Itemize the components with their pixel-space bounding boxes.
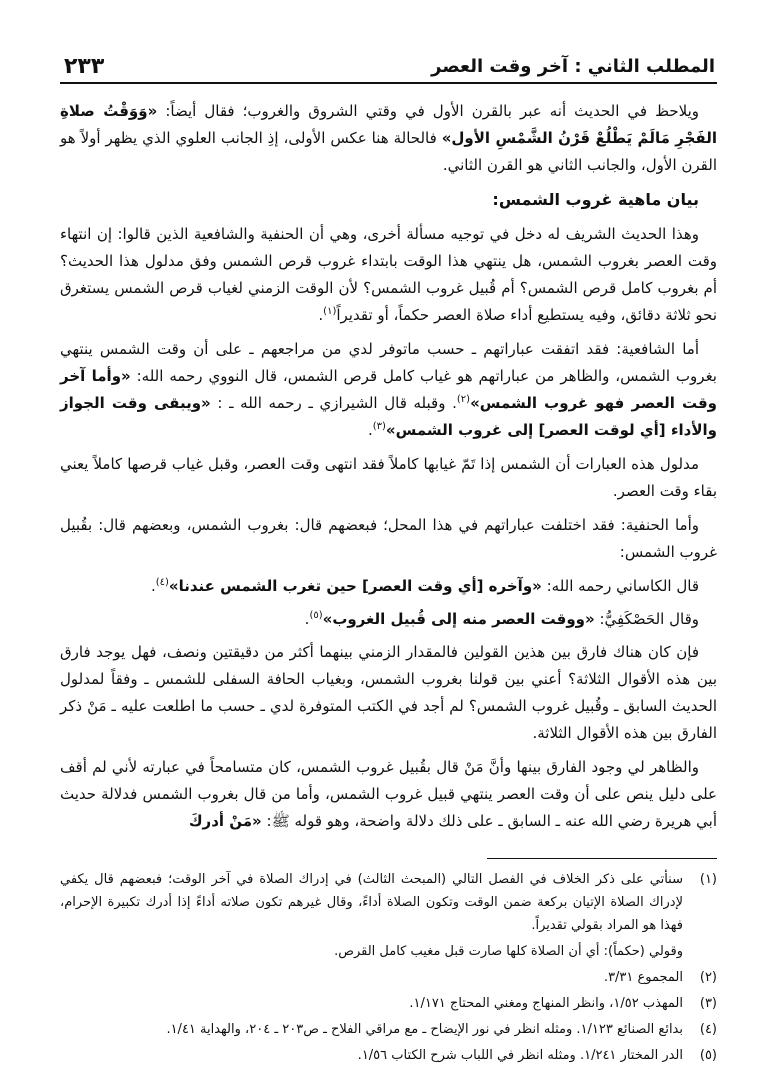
footnote-ref[interactable]: (٤) [155, 577, 169, 588]
footnote [60, 992, 717, 1015]
footnote-text: المجموع ٣/٣١. [603, 970, 683, 985]
footnote-number: (٣) [699, 996, 717, 1011]
paragraph [60, 451, 717, 505]
running-title: المطلب الثاني : آخر وقت العصر [431, 56, 715, 77]
hadith-quote: «وَوَقْتُ صلاةِ الفَجْرِ مَالَمْ يَطْلُعْ قَرْنُ الشَّمْسِ الأول» [60, 102, 717, 147]
text: أما الشافعية: فقد اتفقت عباراتهم ـ حسب ماتوفر لدي من مراجعهم ـ على أن وقت الشمس ينتهي بغروب الشمس، والظاهر من عباراتهم هو غياب كامل قرص الشمس، قال النووي رحمه الله: [60, 340, 717, 385]
text: فإن كان هناك فارق بين هذين القولين فالمقدار الزمني بينهما أكثر من دقيقتين ونصف، فهل يوجد فارق بين هذه الأقوال الثلاثة؟ أعني بين قولنا بغروب الشمس، وبغياب الحافة السفلى للشمس ـ وفقاً لمدلول الحديث السابق ـ وقُبيل غروب الشمس؟ لم أجد في الكتب المتوفرة لدي ـ حسب ما اطلعت عليه ـ مَنْ ذكر الفارق بين هذه الأقوال الثلاثة. [60, 643, 717, 742]
paragraph: أما الشافعية: فقد اتفقت عباراتهم ـ حسب ماتوفر لدي من مراجعهم ـ على أن وقت الشمس ينتهي بغروب الشمس، والظاهر من عباراتهم هو غياب كامل قرص الشمس، قال النووي رحمه الله: «وأما آخر وقت العصر فهو غروب الشمس»$^{(٢)}$. وقبله قال الشيرازي ـ رحمه الله ـ : «ويبقى وقت الجواز والأداء [أي لوقت العصر] إلى غروب الشمس»$^{(٣)}$. [60, 340, 717, 439]
paragraph: قال الكاساني رحمه الله: «وآخره [أي وقت العصر] حين تغرب الشمس عندنا»$^{(٤)}$. [150, 577, 699, 595]
footnote-ref[interactable]: (٥) [309, 610, 323, 621]
paragraph: وهذا الحديث الشريف له دخل في توجيه مسألة أخرى، وهي أن الحنفية والشافعية الذين قالوا: إن انتهاء وقت العصر بغروب الشمس، هل ينتهي هذا الوقت بابتداء غروب قرص الشمس وفق مدلول هذا الحديث؟ أم بغروب كامل قرص الشمس؟ أم قُبيل غروب الشمس؟ لأن الوقت الزمني لغياب قرص الشمس يستغرق نحو ثلاثة دقائق، وفيه يستطيع أداء صلاة العصر حكماً، أو تقديراً$^{(١)}$. [60, 225, 717, 324]
text: . وقبله قال الشيرازي ـ رحمه الله ـ : [217, 394, 457, 412]
footnote-number: (٤) [699, 1022, 717, 1037]
text: وقال الحَصْكَفِيُّ: [599, 610, 699, 628]
footnote-number: (٥) [699, 1048, 717, 1063]
footnote-divider [487, 858, 717, 859]
footnote-text: الدر المختار ١/٢٤١. ومثله انظر في اللباب شرح الكتاب ١/٥٦. [357, 1048, 683, 1063]
paragraph [60, 639, 717, 747]
footnote-number: (١) [699, 872, 717, 887]
footnote-text: سنأتي على ذكر الخلاف في الفصل التالي (المبحث الثالث) في إدراك الصلاة في آخر الوقت؛ فبعضهم قال يكفي لإدراك الصلاة الإتيان بركعة ضمن الوقت وتكون الصلاة أداءً، وقال غيرهم تكون صلاته أداءً إذا أدرك تكبيرة الإحرام، فهذا هو المراد بقولي تقديراً. [60, 872, 683, 933]
text: والظاهر لي وجود الفارق بينها وأنَّ مَنْ قال بقُبيل غروب الشمس، كان متسامحاً في عبارته لأني لم أقف على دليل ينص على أن وقت العصر ينتهي قبيل غروب الشمس، وأما من قال بغروب الشمس فدلالة حديث أبي هريرة رضي الله عنه ـ السابق ـ على ذلك دلالة واضحة، وهو قوله ﷺ: [60, 758, 717, 830]
text: فالحالة هنا عكس الأولى، إذِ الجانب العلوي الذي يظهر أولاً هو القرن الأول، والجانب الثاني هو القرن الثاني. [60, 129, 717, 174]
paragraph [60, 754, 717, 835]
paragraph [60, 512, 717, 566]
footnote-text: بدائع الصنائع ١/١٢٣. ومثله انظر في نور الإيضاح ـ مع مراقي الفلاح ـ ص٢٠٣ ـ ٢٠٤، والهداية ١/٤١. [166, 1022, 683, 1037]
quote: «ويبقى وقت الجواز والأداء [أي لوقت العصر] إلى غروب الشمس» [60, 394, 717, 439]
quote: «وآخره [أي وقت العصر] حين تغرب الشمس عندنا» [168, 577, 542, 595]
footnote [60, 868, 717, 937]
footnotes [60, 868, 717, 1070]
footnote-ref[interactable]: (٢) [456, 394, 471, 405]
footnote-ref[interactable]: (٣) [372, 421, 386, 432]
main-text [60, 98, 717, 842]
page-number: ٢٣٣ [64, 54, 105, 79]
paragraph: وقال الحَصْكَفِيُّ: «ووقت العصر منه إلى قُبيل الغروب»$^{(٥)}$. [304, 610, 699, 628]
paragraph [60, 98, 717, 179]
hadith-quote: «مَنْ أدركَ [188, 812, 262, 830]
text: وأما الحنفية: فقد اختلفت عباراتهم في هذا المحل؛ فبعضهم قال: بغروب الشمس، وبعضهم قال: بقُبيل غروب الشمس: [60, 516, 717, 561]
text: قال الكاساني رحمه الله: [546, 577, 699, 595]
footnote-continuation: وقولي (حكماً): أي أن الصلاة كلها صارت قبل مغيب كامل القرص. [334, 944, 683, 959]
footnote-ref[interactable]: (١) [323, 306, 337, 317]
footnote [60, 966, 717, 989]
text: ويلاحظ في الحديث أنه عبر بالقرن الأول في وقتي الشروق والغروب؛ فقال أيضاً: [165, 102, 699, 120]
text: وهذا الحديث الشريف له دخل في توجيه مسألة أخرى، وهي أن الحنفية والشافعية الذين قالوا: إن انتهاء وقت العصر بغروب الشمس، هل ينتهي هذا الوقت بابتداء غروب قرص الشمس وفق مدلول هذا الحديث؟ أم بغروب كامل قرص الشمس؟ أم قُبيل غروب الشمس؟ لأن الوقت الزمني لغياب قرص الشمس يستغرق نحو ثلاثة دقائق، وفيه يستطيع أداء صلاة العصر حكماً، أو تقديراً [60, 225, 717, 324]
section-heading: بيان ماهية غروب الشمس: [492, 190, 699, 209]
footnote [60, 1018, 717, 1041]
text: مدلول هذه العبارات أن الشمس إذا تَمّ غيابها كاملاً فقد انتهى وقت العصر، وقبل غياب قرصها كاملاً يعني بقاء وقت العصر. [60, 455, 717, 500]
footnote-number: (٢) [699, 970, 717, 985]
quote: «ووقت العصر منه إلى قُبيل الغروب» [322, 610, 595, 628]
footnote-text: المهذب ١/٥٢، وانظر المنهاج ومغني المحتاج ١/١٧١. [409, 996, 683, 1011]
page-header [60, 52, 717, 84]
footnote [60, 1044, 717, 1067]
quote: «وأما آخر وقت العصر فهو غروب الشمس» [60, 367, 717, 412]
